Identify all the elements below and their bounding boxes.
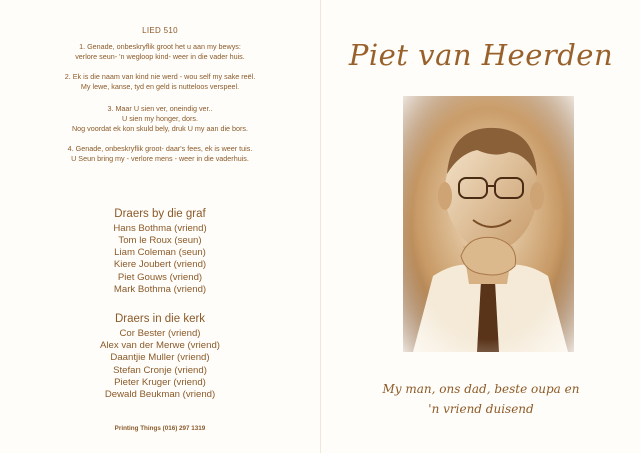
- grave-bearer-name: Mark Bothma (vriend): [113, 284, 207, 295]
- verse-line: 3. Maar U sien ver, oneindig ver..: [107, 104, 213, 113]
- verse-line: U Seun bring my - verlore mens - weer in die vaderhuis.: [71, 154, 249, 163]
- verse-line: U sien my honger, dors.: [122, 114, 198, 123]
- grave-bearer-name: Tom le Roux (seun): [118, 235, 202, 246]
- verse-line: 2. Ek is die naam van kind nie werd - wou self my sake reël.: [64, 72, 256, 81]
- grave-bearers-heading: Draers by die graf: [114, 208, 206, 220]
- grave-bearer-name: Piet Gouws (vriend): [117, 272, 203, 283]
- verse-line: verlore seun- 'n wegloop kind- weer in die vader huis.: [75, 52, 245, 61]
- printer-credit: Printing Things (016) 297 1319: [114, 425, 206, 432]
- hymn-title: LIED 510: [142, 26, 178, 35]
- right-page: [321, 0, 641, 453]
- church-bearer-name: Stefan Cronje (vriend): [113, 365, 207, 376]
- hymn-verse-2: [10, 72, 310, 92]
- grave-bearer-name: Kiere Joubert (vriend): [113, 259, 207, 270]
- verse-line: 1. Genade, onbeskryflik groot het u aan my bewys:: [79, 42, 241, 51]
- portrait-photo: [403, 96, 574, 352]
- tagline-line-1: My man, ons dad, beste oupa en: [382, 382, 580, 396]
- verse-line: My lewe, kanse, tyd en geld is nutteloos verspeel.: [80, 82, 240, 91]
- church-bearers-heading: Draers in die kerk: [114, 313, 206, 325]
- hymn-verse-4: [10, 144, 310, 164]
- church-bearer-name: Dewald Beukman (vriend): [104, 389, 216, 400]
- grave-bearer-name: Liam Coleman (seun): [114, 247, 206, 258]
- hymn-verse-3: [10, 104, 310, 134]
- verse-line: 4. Genade, onbeskryflik groot- daar's fees, ek is weer tuis.: [67, 144, 253, 153]
- grave-bearer-name: Hans Bothma (vriend): [113, 223, 207, 234]
- church-bearer-name: Daantjie Muller (vriend): [110, 352, 210, 363]
- tagline-line-2: 'n vriend duisend: [428, 402, 534, 416]
- church-bearer-name: Pieter Kruger (vriend): [114, 377, 206, 388]
- church-bearer-name: Cor Bester (vriend): [119, 328, 201, 339]
- church-bearer-name: Alex van der Merwe (vriend): [100, 340, 220, 351]
- deceased-name: Piet van Heerden: [348, 38, 614, 72]
- left-page: [0, 0, 320, 453]
- verse-line: Nog voordat ek kon skuld bely, druk U my aan die bors.: [71, 124, 249, 133]
- hymn-verse-1: [10, 42, 310, 62]
